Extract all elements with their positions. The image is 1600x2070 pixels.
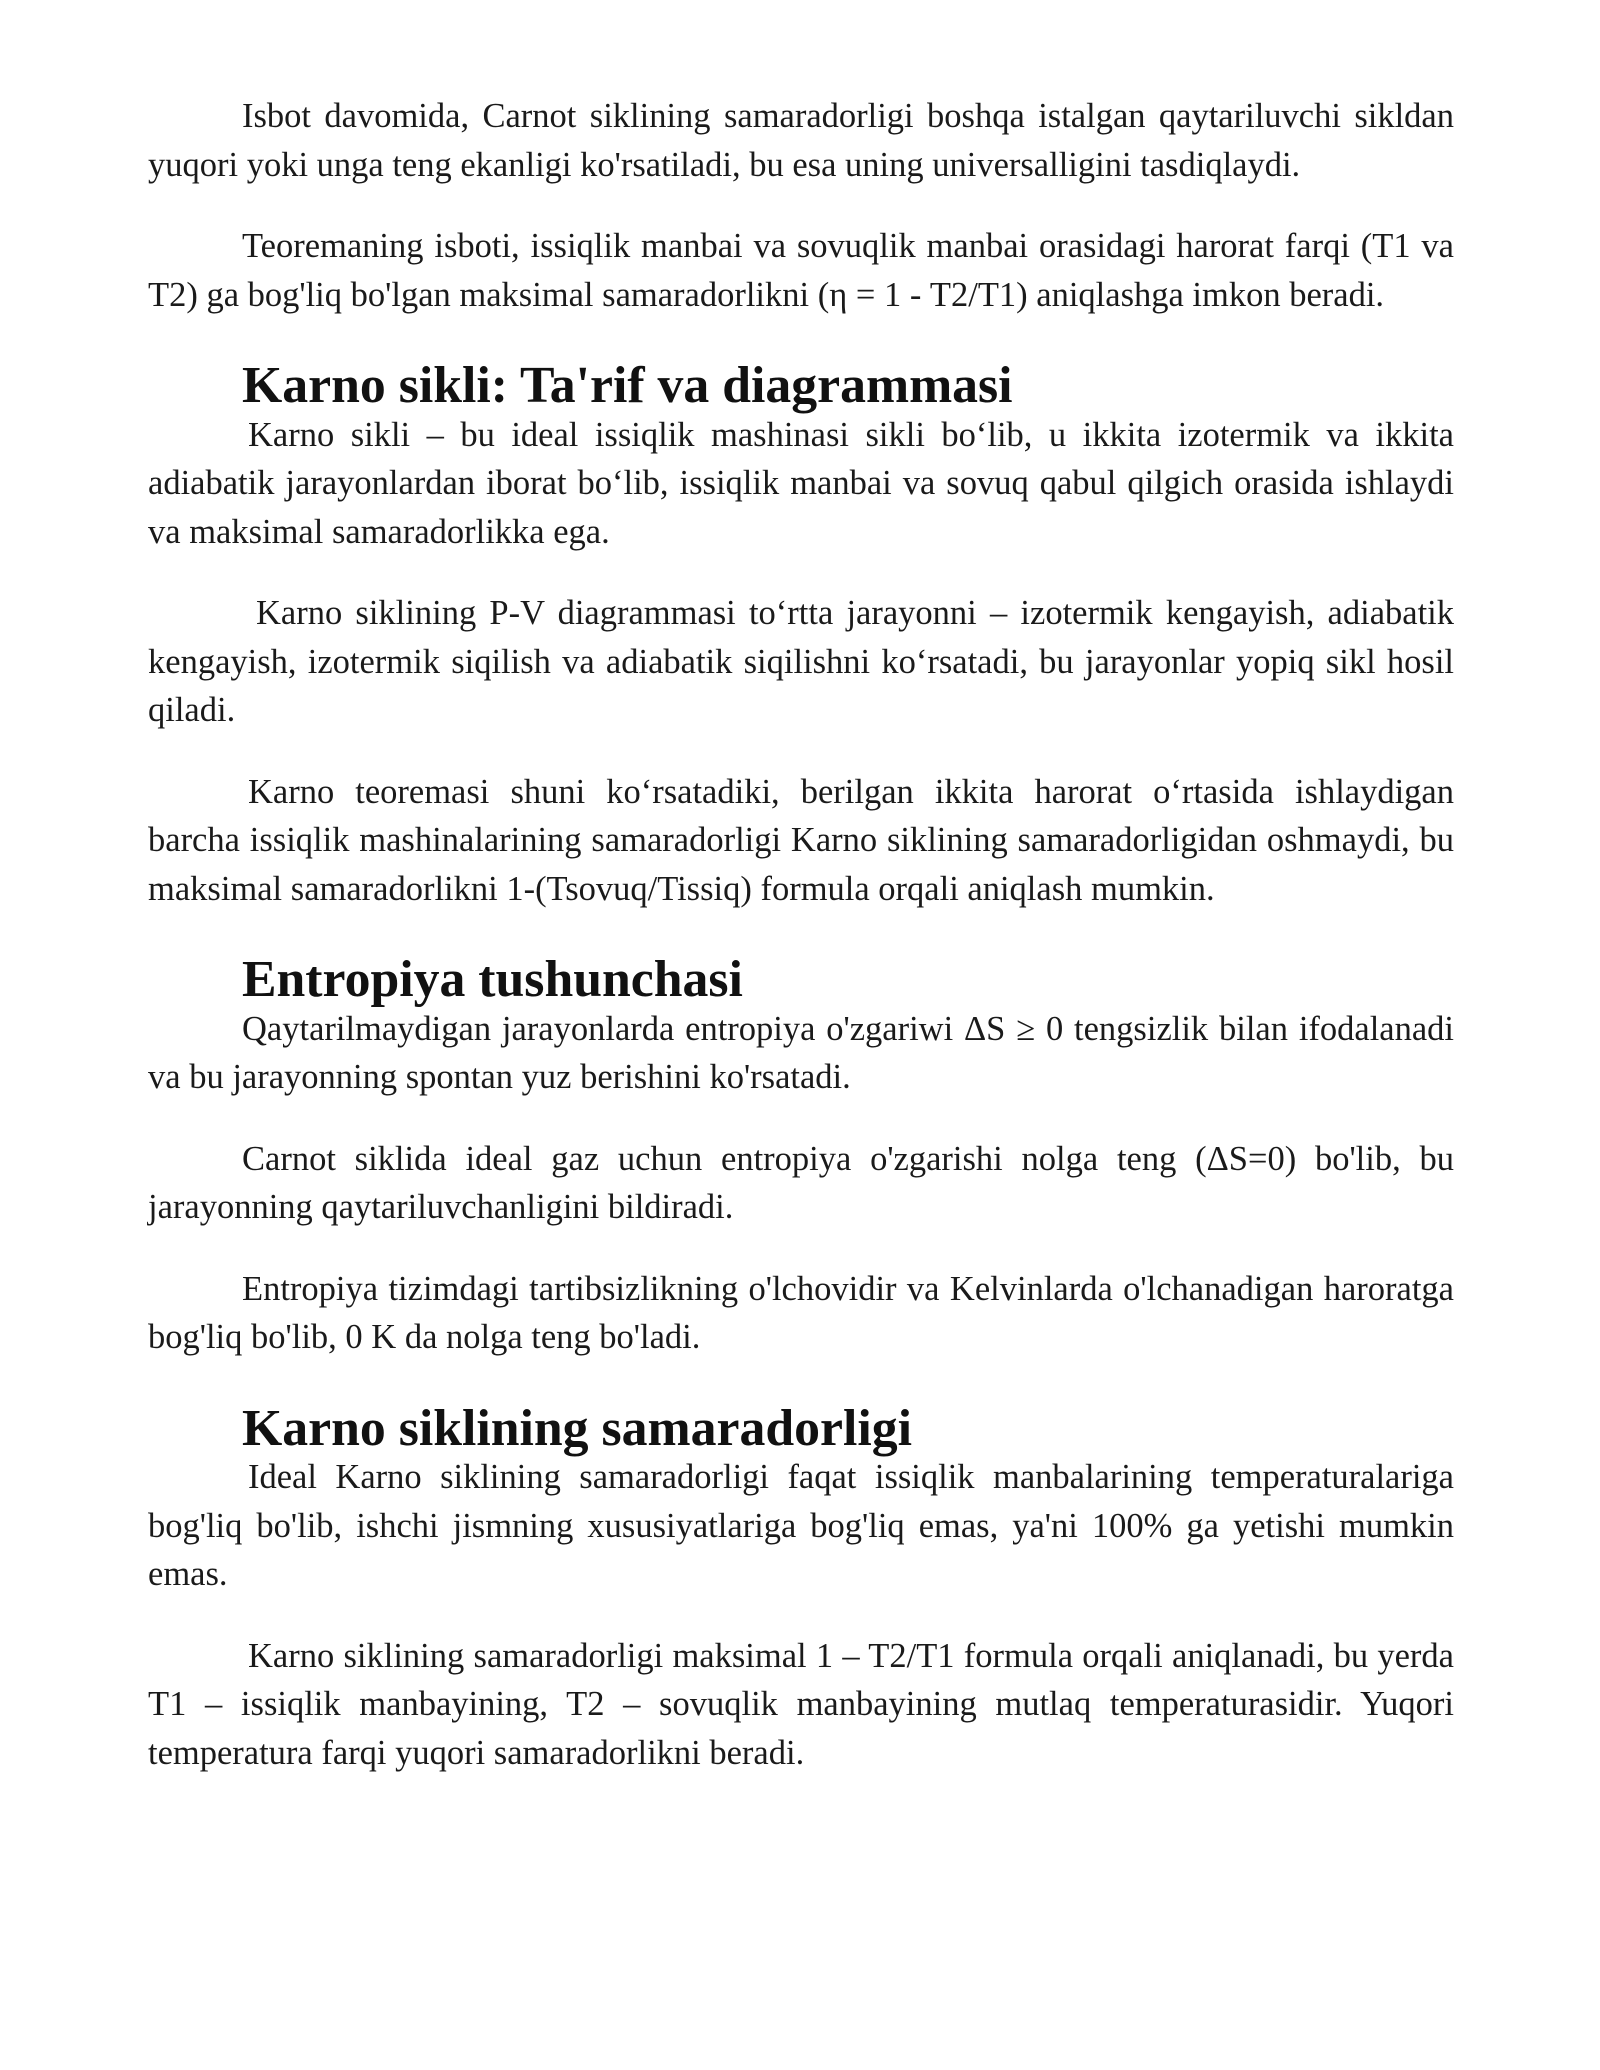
heading-karno-sikli: Karno sikli: Ta'rif va diagrammasi (242, 357, 1013, 414)
paragraph-entropy-carnot: Carnot siklida ideal gaz uchun entropiya o'zgarishi nolga teng (ΔS=0) bo'lib, bu jarayonning qaytariluvchanligini bildiradi. (148, 1139, 1454, 1226)
spacer (148, 556, 1454, 589)
paragraph-efficiency-ideal: Ideal Karno siklining samaradorligi faqat issiqlik manbalarining temperaturalariga bog'liq bo'lib, ishchi jismning xususiyatlariga bog'liq emas, ya'ni 100% ga yetishi mumkin emas. (148, 1458, 1454, 1593)
paragraph-efficiency-formula: Karno siklining samaradorligi maksimal 1 – T2/T1 formula orqali aniqlanadi, bu yerda T1 – issiqlik manbayining, T2 – sovuqlik manbayining mutlaq temperaturasidir. Yuqori temperatura farqi yuqori samaradorlikni beradi. (148, 1636, 1454, 1772)
spacer (148, 1362, 1454, 1405)
spacer (148, 189, 1454, 222)
paragraph-isbot: Isbot davomida, Carnot siklining samaradorligi boshqa istalgan qaytariluvchi sikldan yuqori yoki unga teng ekanligi ko'rsatiladi, bu esa uning universalligini tasdiqlaydi. (148, 97, 1454, 184)
paragraph-karno-definition: Karno sikli – bu ideal issiqlik mashinasi sikli bo‘lib, u ikkita izotermik va ikkita adiabatik jarayonlardan iborat bo‘lib, issiqlik manbai va sovuq qabul qilgich orasida ishlaydi va maksimal samaradorlikka ega. (148, 415, 1454, 551)
spacer (148, 319, 1454, 362)
spacer (148, 913, 1454, 956)
paragraph-entropy-irreversible: Qaytarilmaydigan jarayonlarda entropiya o'zgariwi ΔS ≥ 0 tengsizlik bilan ifodalanadi va bu jarayonning spontan yuz berishini ko'rsatadi. (148, 1009, 1454, 1096)
paragraph-teorema: Teoremaning isboti, issiqlik manbai va sovuqlik manbai orasidagi harorat farqi (T1 va T2) ga bog'liq bo'lgan maksimal samaradorlikni (η = 1 - T2/T1) aniqlashga imkon beradi. (148, 227, 1454, 314)
spacer (148, 735, 1454, 768)
paragraph-pv-diagram: Karno siklining P-V diagrammasi to‘rtta jarayonni – izotermik kengayish, adiabatik kengayish, izotermik siqilish va adiabatik siqilishni ko‘rsatadi, bu jarayonlar yopiq sikl hosil qiladi. (148, 594, 1454, 729)
spacer (148, 1599, 1454, 1632)
heading-entropiya: Entropiya tushunchasi (242, 951, 743, 1008)
paragraph-karno-theorem: Karno teoremasi shuni ko‘rsatadiki, berilgan ikkita harorat o‘rtasida ishlaydigan barcha issiqlik mashinalarining samaradorligi Karno siklining samaradorligidan oshmaydi, bu maksimal samaradorlikni 1-(Tsovuq/Tissiq) formula orqali aniqlash mumkin. (148, 772, 1454, 908)
document-page (148, 92, 1454, 1777)
spacer (148, 1232, 1454, 1265)
paragraph-entropy-measure: Entropiya tizimdagi tartibsizlikning o'lchovidir va Kelvinlarda o'lchanadigan haroratga bog'liq bo'lib, 0 K da nolga teng bo'ladi. (148, 1269, 1454, 1356)
spacer (148, 1102, 1454, 1135)
heading-samaradorlik: Karno siklining samaradorligi (242, 1399, 912, 1457)
